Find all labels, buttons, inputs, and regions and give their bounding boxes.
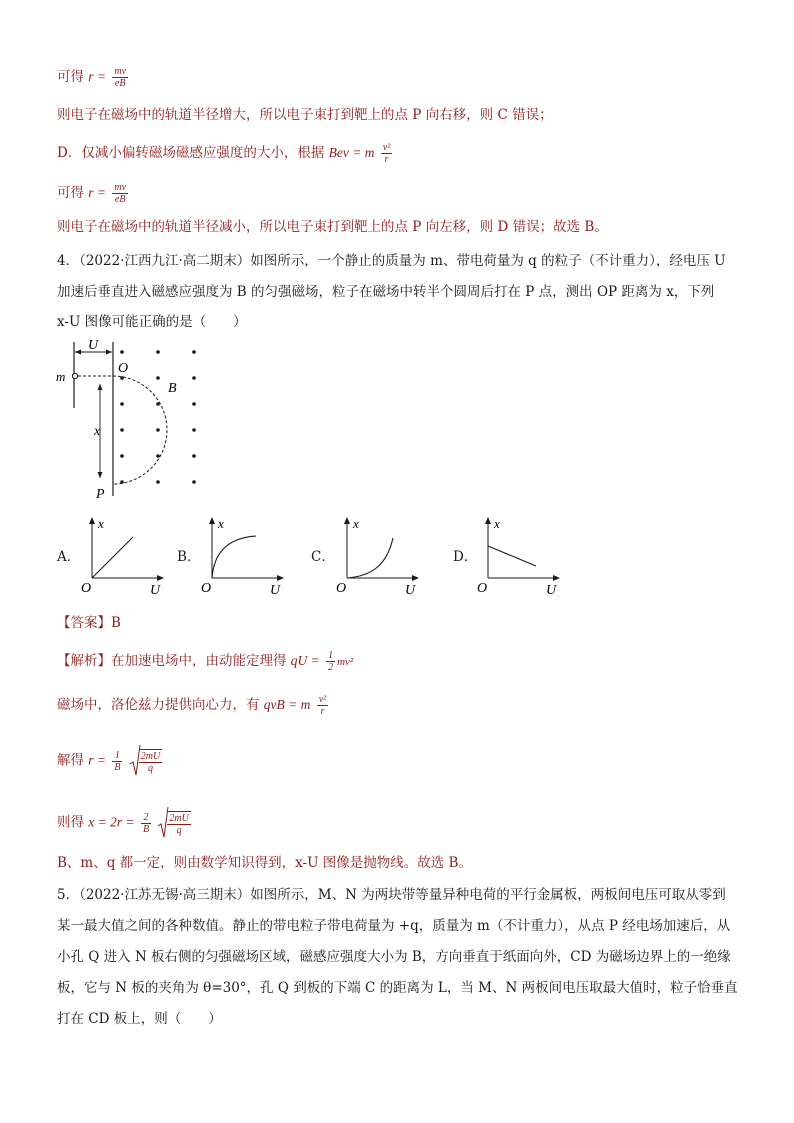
- field-dot: [156, 480, 160, 484]
- y-label: x: [494, 516, 500, 531]
- field-dot: [192, 376, 196, 380]
- y-label: x: [353, 516, 359, 531]
- sqrt-numerator: 2mU: [140, 750, 161, 762]
- fraction-numerator: v²: [382, 142, 391, 153]
- sqrt-expression: [157, 806, 192, 840]
- field-dot: [156, 376, 160, 380]
- field-dot: [192, 350, 196, 354]
- field-dots: [120, 350, 196, 484]
- field-dot: [120, 402, 124, 406]
- u-arrow-left: [75, 350, 81, 355]
- sqrt-expression: [129, 744, 164, 778]
- sqrt-fraction: [167, 811, 190, 836]
- field-dot: [156, 428, 160, 432]
- q5-line-1: 5．（2022·江苏无锡·高三期末）如图所示，M、N 为两块带等量异种电荷的平行金属板，两板间电压可取从零到: [57, 887, 726, 903]
- equation: r =: [88, 69, 107, 84]
- equation: Bev = m: [328, 145, 375, 160]
- analysis-line-3: [57, 744, 164, 778]
- x-axis-arrow: [553, 575, 560, 581]
- fraction-denominator: B: [142, 823, 150, 835]
- sqrt-fraction: [139, 749, 162, 774]
- x-axis-arrow: [277, 575, 284, 581]
- curve-decreasing: [488, 546, 536, 566]
- curve-convex: [347, 538, 393, 578]
- x-axis-arrow: [412, 575, 419, 581]
- text-prefix: 可得: [57, 185, 84, 201]
- q4-line-1: 4．（2022·江西九江·高二期末）如图所示，一个静止的质量为 m、带电荷量为 q 的粒子（不计重力），经电压 U: [57, 253, 726, 269]
- option-a-label: A．: [57, 549, 81, 565]
- label-p: P: [96, 487, 105, 502]
- option-c-label: C．: [311, 549, 335, 565]
- sqrt-denominator: q: [147, 762, 153, 774]
- analysis-text: 磁场中，洛伦兹力提供向心力，有: [57, 697, 260, 713]
- answer-line: [57, 614, 121, 632]
- text-prefix: 可得: [57, 69, 84, 85]
- y-axis-arrow: [344, 517, 350, 524]
- fraction-denominator: 2: [328, 662, 334, 673]
- q5-line-5: 打在 CD 板上，则（ ）: [57, 1011, 222, 1027]
- y-axis-arrow: [209, 517, 215, 524]
- fraction: [326, 650, 335, 673]
- analysis-text: 解得: [57, 752, 84, 769]
- u-arrow-right: [106, 350, 112, 355]
- q4-line-2: 加速后垂直进入磁感应强度为 B 的匀强磁场，粒子在磁场中转半个圆周后打在 P 点，测出 OP 距离为 x，下列: [57, 284, 715, 300]
- y-axis-arrow: [89, 517, 95, 524]
- origin-label: O: [201, 581, 212, 596]
- q5-line-2: 某一最大值之间的各种数值。静止的带电粒子带电荷量为 +q，质量为 m（不计重力），从点 P 经电场加速后，从: [57, 918, 731, 934]
- x-label: U: [546, 583, 557, 598]
- fraction: [112, 66, 128, 89]
- particle: [72, 373, 77, 378]
- x-axis-arrow: [157, 575, 164, 581]
- x-label: U: [405, 583, 416, 598]
- fraction: [317, 694, 328, 717]
- y-axis-arrow: [485, 517, 491, 524]
- origin-label: O: [336, 581, 347, 596]
- x-arrow-down: [98, 472, 103, 478]
- option-b-label: B．: [177, 549, 201, 565]
- solution-line-r-mv-eb-1: [57, 66, 130, 89]
- fraction-numerator: v²: [318, 694, 327, 705]
- analysis-line-2: [57, 694, 330, 717]
- origin-label: O: [477, 581, 488, 596]
- x-arrow-up: [98, 384, 103, 390]
- analysis-text: 则得: [57, 814, 84, 831]
- text: D．仅减小偏转磁场磁感应强度的大小，根据: [57, 145, 325, 161]
- q4-figure-magnetic-field: [50, 334, 220, 504]
- field-dot: [156, 402, 160, 406]
- solution-line-d-wrong: 则电子在磁场中的轨道半径减小，所以电子束打到靶上的点 P 向左移，则 D 错误；故选 B。: [57, 219, 608, 235]
- origin-label: O: [81, 581, 92, 596]
- fraction-denominator: B: [114, 761, 121, 773]
- analysis-text: 在加速电场中，由动能定理得: [111, 653, 287, 669]
- field-dot: [192, 480, 196, 484]
- fraction-denominator: eB: [114, 194, 126, 205]
- x-label: U: [150, 583, 161, 598]
- q4-line-3: x-U 图像可能正确的是（ ）: [57, 314, 247, 330]
- solution-line-r-mv-eb-2: [57, 182, 130, 205]
- equation: r =: [88, 752, 107, 768]
- x-label: U: [270, 583, 281, 598]
- fraction-numerator: 1: [328, 650, 334, 661]
- curve-linear: [92, 537, 133, 578]
- analysis-conclusion: B、m、q 都一定，则由数学知识得到，x-U 图像是抛物线。故选 B。: [57, 855, 472, 871]
- fraction: [112, 182, 128, 205]
- fraction-denominator: r: [384, 154, 389, 165]
- q5-line-4: 板，它与 N 板的夹角为 θ=30°，孔 Q 到板的下端 C 的距离为 L，当 M、N 两板间电压取最大值时，粒子恰垂直: [57, 980, 738, 996]
- field-dot: [120, 454, 124, 458]
- curve-concave: [212, 536, 256, 578]
- fraction-denominator: r: [320, 706, 325, 717]
- label-x: x: [94, 424, 101, 439]
- label-u: U: [88, 338, 99, 353]
- option-d-label: D．: [453, 549, 478, 565]
- label-m: m: [56, 369, 66, 384]
- option-d-graph: [474, 512, 570, 598]
- label-b: B: [168, 381, 177, 396]
- fraction-numerator: 1: [112, 750, 122, 762]
- equation: qvB = m: [263, 697, 311, 712]
- field-dot: [192, 454, 196, 458]
- sqrt-denominator: q: [176, 824, 182, 836]
- field-dot: [156, 350, 160, 354]
- fraction-numerator: mv: [114, 182, 127, 193]
- fraction-numerator: 2: [141, 812, 151, 824]
- answer-tag: 【答案】: [57, 615, 111, 631]
- option-c-graph: [333, 512, 429, 598]
- field-dot: [156, 454, 160, 458]
- field-dot: [120, 428, 124, 432]
- equation: qU =: [290, 653, 320, 668]
- fraction-denominator: eB: [114, 78, 126, 89]
- sqrt-numerator: 2mU: [169, 812, 189, 824]
- field-dot: [192, 402, 196, 406]
- fraction: [381, 142, 392, 165]
- field-dot: [120, 480, 124, 484]
- y-label: x: [98, 516, 104, 531]
- fraction-numerator: mv: [114, 66, 127, 77]
- equation: x = 2r =: [88, 814, 135, 830]
- field-dot: [120, 376, 124, 380]
- fraction: [141, 812, 151, 835]
- y-label: x: [218, 516, 224, 531]
- option-a-graph: [78, 512, 174, 598]
- field-dot: [192, 428, 196, 432]
- analysis-line-4: [57, 806, 193, 840]
- label-o: O: [118, 361, 129, 376]
- equation: r =: [88, 185, 107, 200]
- equation-tail: mv²: [337, 656, 354, 668]
- solution-line-c-wrong: 则电子在磁场中的轨道半径增大，所以电子束打到靶上的点 P 向右移，则 C 错误；: [57, 107, 553, 123]
- option-b-graph: [198, 512, 294, 598]
- solution-line-option-d: [57, 142, 394, 165]
- analysis-line-1: [57, 650, 353, 673]
- analysis-tag: 【解析】: [57, 653, 111, 669]
- field-dot: [120, 350, 124, 354]
- q5-line-3: 小孔 Q 进入 N 板右侧的匀强磁场区域，磁感应强度大小为 B，方向垂直于纸面向外，CD 为磁场边界上的一绝缘: [57, 949, 731, 965]
- answer-value: B: [111, 615, 121, 631]
- fraction: [112, 750, 122, 773]
